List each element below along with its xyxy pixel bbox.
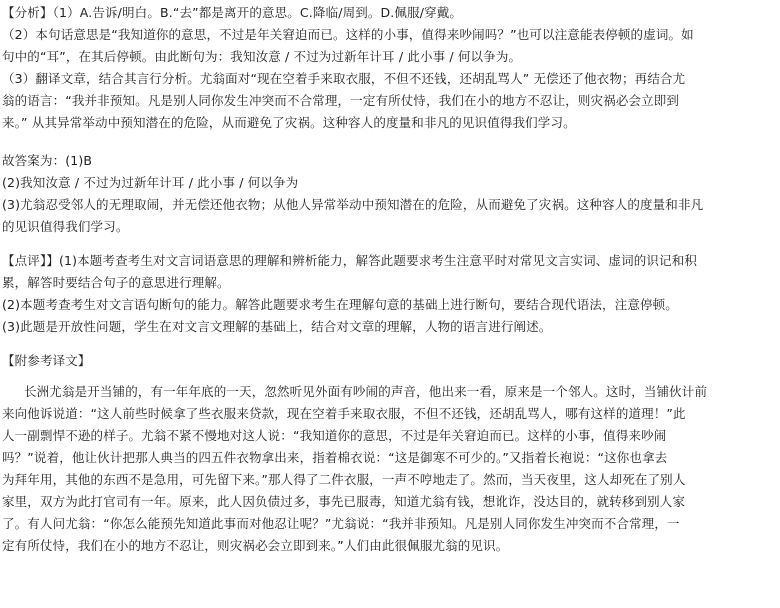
comment-line: 【点评】】(1)本题考查考生对文言词语意思的理解和辨析能力，解答此题要求考生注意平时对常见文言实词、虚词的识记和积: [2, 253, 698, 268]
translation-line: 人一副剽悍不逊的样子。尤翁不紧不慢地对这人说：“我知道你的意思，不过是年关窘迫而已。这样的小事，值得来吵闹: [2, 428, 667, 443]
translation-section: [2, 350, 774, 557]
analysis-line: 句中的“耳”，在其后停顿。由此断句为：我知汝意 / 不过为过新年计耳 / 此小事 / 何以争为。: [2, 49, 522, 64]
answer-line: (3)尤翁忍受邻人的无理取闹，并无偿还他衣物；从他人异常举动中预知潜在的危险，从而避免了灾祸。这种容人的度量和非凡: [2, 197, 704, 212]
translation-heading: 【附参考译文】: [2, 353, 91, 368]
comment-line: 累，解答时要结合句子的意思进行理解。: [2, 275, 230, 290]
translation-line: 家里，双方为此打官司有一年。原来，此人因负债过多，事先已服毒，知道尤翁有钱，想讹诈，没达目的，就转移到别人家: [2, 494, 686, 509]
translation-line: 定有所仗恃，我们在小的地方不忍让，则灾祸必会立即到来。”人们由此很佩服尤翁的见识。: [2, 538, 509, 553]
analysis-line: 翁的语言：“我并非预知。凡是别人同你发生冲突而不合常理，一定有所仗恃，我们在小的地方不忍让，则灾祸必会立即到: [2, 93, 680, 108]
answer-line: 故答案为：(1)B: [2, 153, 93, 168]
comment-section: [2, 250, 774, 338]
analysis-section: [2, 2, 774, 134]
analysis-line: （2）本句话意思是“我知道你的意思，不过是年关窘迫而已。这样的小事，值得来吵闹吗？”也可以注意能表停顿的虚词。如: [2, 27, 694, 42]
translation-line: 来向他诉说道：“这人前些时候拿了些衣服来贷款，现在空着手来取衣服，不但不还钱，还胡乱骂人，哪有这样的道理！”此: [2, 406, 686, 421]
analysis-line: 来。” 从其异常举动中预知潜在的危险，从而避免了灾祸。这种容人的度量和非凡的见识值得我们学习。: [2, 115, 576, 130]
translation-line: 长洲尤翁是开当铺的，有一年年底的一天，忽然听见外面有吵闹的声音，他出来一看，原来是一个邻人。这时，当铺伙计前: [24, 384, 708, 399]
translation-line: 了。有人问尤翁：“你怎么能预先知道此事而对他忍让呢？”尤翁说：“我并非预知。凡是别人同你发生冲突而不合常理，一: [2, 516, 680, 531]
answer-line: 的见识值得我们学习。: [2, 219, 129, 234]
translation-line: 为拜年用，其他的东西不是急用，可先留下来。”那人得了二件衣服，一声不哼地走了。然而，当天夜里，这人却死在了别人: [2, 472, 686, 487]
translation-line: 吗？”说着，他让伙计把那人典当的四五件衣物拿出来，指着棉衣说：“这是御寒不可少的。”又指着长袍说：“这你也拿去: [2, 450, 668, 465]
comment-line: (3)此题是开放性问题，学生在对文言文理解的基础上，结合对文章的理解，人物的语言进行阐述。: [2, 319, 552, 334]
analysis-line: 【分析】（1）A.告诉/明白。B.“去”都是离开的意思。C.降临/周到。D.佩服/穿戴。: [2, 5, 463, 20]
comment-line: (2)本题考查考生对文言语句断句的能力。解答此题要求考生在理解句意的基础上进行断句，要结合现代语法，注意停顿。: [2, 297, 678, 312]
answer-line: (2)我知汝意 / 不过为过新年计耳 / 此小事 / 何以争为: [2, 175, 299, 190]
analysis-line: （3）翻译文章，结合其言行分析。尤翁面对“现在空着手来取衣服，不但不还钱，还胡乱骂人” 无偿还了他衣物；再结合尤: [2, 71, 686, 86]
answer-section: [2, 150, 774, 238]
